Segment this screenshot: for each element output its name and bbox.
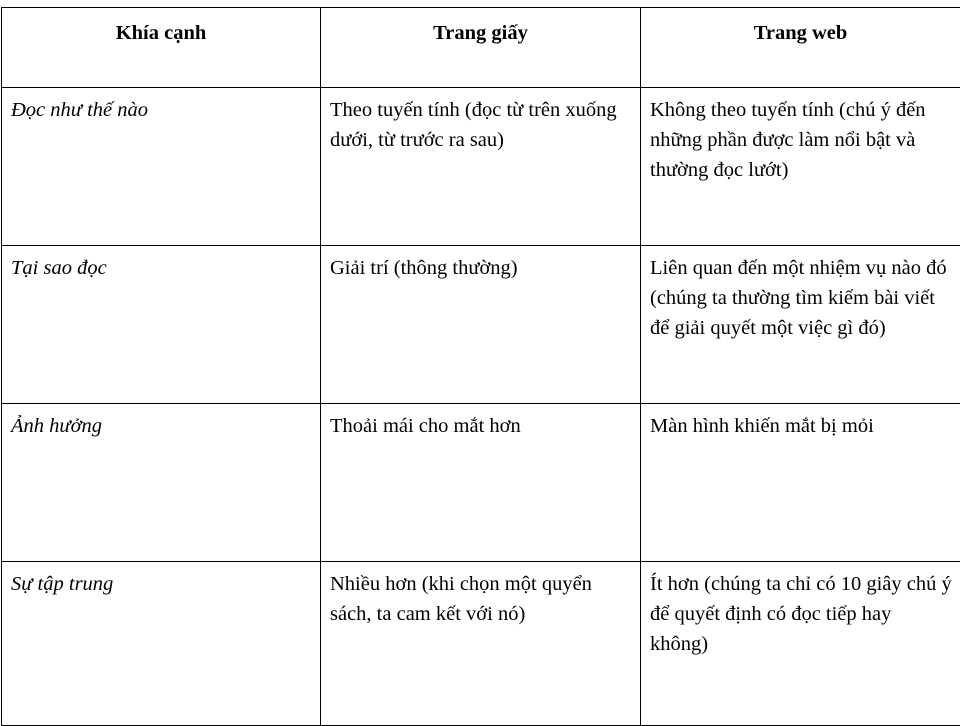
web-cell <box>641 404 960 562</box>
web-text: Ít hơn (chúng ta chỉ có 10 giây chú ý để quyết định có đọc tiếp hay không) <box>641 562 960 659</box>
paper-cell <box>321 88 641 246</box>
table-row <box>2 562 960 726</box>
aspect-cell <box>2 404 321 562</box>
paper-text: Nhiều hơn (khi chọn một quyển sách, ta cam kết với nó) <box>321 562 640 629</box>
web-text: Không theo tuyến tính (chú ý đến những phần được làm nổi bật và thường đọc lướt) <box>641 88 960 185</box>
web-text: Màn hình khiến mắt bị mỏi <box>641 404 960 441</box>
aspect-label: Tại sao đọc <box>2 246 320 283</box>
comparison-table <box>1 7 960 726</box>
table-row <box>2 246 960 404</box>
header-cell <box>641 8 960 88</box>
paper-cell <box>321 404 641 562</box>
aspect-cell <box>2 562 321 726</box>
paper-cell <box>321 246 641 404</box>
aspect-label: Sự tập trung <box>2 562 320 599</box>
aspect-cell <box>2 246 321 404</box>
paper-cell <box>321 562 641 726</box>
header-paper: Trang giấy <box>321 8 640 48</box>
table-row <box>2 88 960 246</box>
paper-text: Giải trí (thông thường) <box>321 246 640 283</box>
web-cell <box>641 88 960 246</box>
aspect-label: Đọc như thế nào <box>2 88 320 125</box>
aspect-cell <box>2 88 321 246</box>
header-web: Trang web <box>641 8 960 48</box>
aspect-label: Ảnh hưởng <box>2 404 320 441</box>
paper-text: Thoải mái cho mắt hơn <box>321 404 640 441</box>
header-cell <box>2 8 321 88</box>
header-row <box>2 8 960 88</box>
table-row <box>2 404 960 562</box>
header-cell <box>321 8 641 88</box>
web-cell <box>641 246 960 404</box>
web-cell <box>641 562 960 726</box>
header-aspect: Khía cạnh <box>2 8 320 48</box>
web-text: Liên quan đến một nhiệm vụ nào đó (chúng ta thường tìm kiếm bài viết để giải quyết một việc gì đó) <box>641 246 960 343</box>
paper-text: Theo tuyến tính (đọc từ trên xuống dưới, từ trước ra sau) <box>321 88 640 155</box>
